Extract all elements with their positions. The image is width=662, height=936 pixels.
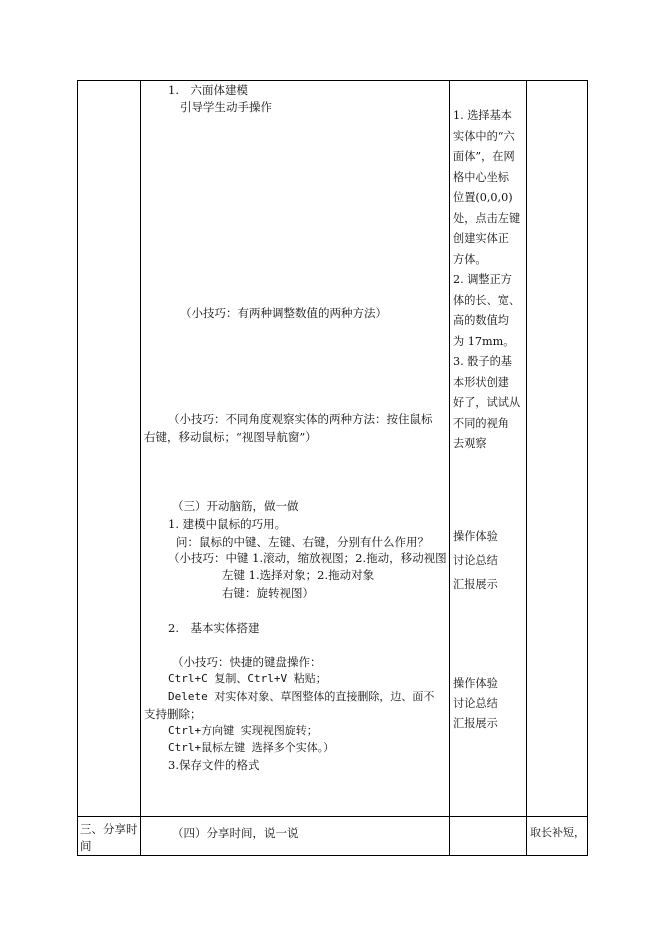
activity-line: 1. 选择基本 xyxy=(453,109,512,122)
section-3-title: （三）开动脑筋，做一做 xyxy=(172,499,299,513)
mouse-question: 问：鼠标的中键、左键、右键，分别有什么作用？ xyxy=(176,535,429,549)
activity-line: 体的长、宽、 xyxy=(453,293,521,307)
section-3-item-1: 1. 建模中鼠标的巧用。 xyxy=(168,517,287,531)
activity-line: 为 17mm。 xyxy=(453,334,515,348)
table-border-top xyxy=(77,80,588,81)
activity-line: 面体”，在网 xyxy=(453,150,515,163)
activity-line: 方体。 xyxy=(453,252,487,266)
activity-group-mouse xyxy=(453,525,525,597)
activity-line: 2. 调整正方 xyxy=(453,273,512,286)
table-border-right xyxy=(587,80,588,856)
activity-line: 实体中的“六 xyxy=(453,129,515,143)
activity-group-line: 汇报展示 xyxy=(453,717,498,730)
activity-group-line: 汇报展示 xyxy=(453,578,498,591)
column-divider-3 xyxy=(526,80,527,856)
keyboard-copy-paste: Ctrl+C 复制、Ctrl+V 粘贴； xyxy=(168,672,327,685)
activity-line: 位置(0,0,0) xyxy=(453,191,513,204)
activity-line: 创建实体正 xyxy=(453,232,509,245)
table-border-bottom xyxy=(77,855,588,856)
activity-group-line: 操作体验 xyxy=(453,677,498,690)
tip-adjust-values: （小技巧：有两种调整数值的两种方法） xyxy=(180,306,387,320)
share-time-label-line1: 三、分享时 xyxy=(80,822,138,836)
mouse-tip-right: 右键：旋转视图） xyxy=(222,586,314,600)
activity-group-line: 讨论总结 xyxy=(453,554,498,567)
activity-line: 不同的视角 xyxy=(453,416,509,430)
save-file-format: 3.保存文件的格式 xyxy=(168,758,260,772)
tip-view-angles-line2: 右键，移动鼠标；“视图导航窗”） xyxy=(144,430,317,444)
share-time-content: （四）分享时间，说一说 xyxy=(172,826,299,840)
keyboard-delete-line1: Delete 对实体对象、草图整体的直接删除，边、面不 xyxy=(168,690,435,703)
table-border-left xyxy=(77,80,78,856)
activity-line: 处，点击左键 xyxy=(453,211,521,225)
keyboard-delete-line2: 支持删除； xyxy=(144,707,202,721)
share-time-label-line2: 间 xyxy=(80,839,92,853)
column-divider-2 xyxy=(449,80,450,856)
column-divider-1 xyxy=(140,80,141,856)
share-time-note: 取长补短， xyxy=(530,826,585,839)
section-2-title: 2. 基本实体搭建 xyxy=(168,621,260,635)
mouse-tip-left: 左键 1.选择对象；2.拖动对象 xyxy=(222,568,375,582)
table-row-divider xyxy=(77,816,588,817)
activity-group-keyboard xyxy=(453,674,525,734)
section-1-subtitle: 引导学生动手操作 xyxy=(180,100,272,114)
student-activity-steps xyxy=(453,106,525,455)
keyboard-arrow-rotate: Ctrl+方向键 实现视图旋转； xyxy=(168,724,318,737)
activity-line: 去观察 xyxy=(453,437,487,450)
section-1-title: 1. 六面体建模 xyxy=(168,83,248,97)
activity-group-line: 讨论总结 xyxy=(453,697,498,710)
keyboard-multi-select: Ctrl+鼠标左键 选择多个实体。） xyxy=(168,741,335,754)
activity-line: 好了，试试从 xyxy=(453,396,521,409)
mouse-tip-middle: （小技巧：中键 1.滚动，缩放视图；2.拖动，移动视图 xyxy=(168,551,447,565)
activity-group-line: 操作体验 xyxy=(453,530,498,543)
activity-line: 3. 骰子的基 xyxy=(453,355,512,368)
activity-line: 高的数值均 xyxy=(453,314,509,327)
activity-line: 格中心坐标 xyxy=(453,170,509,184)
activity-line: 本形状创建 xyxy=(453,375,509,389)
keyboard-tip: （小技巧：快捷的键盘操作： xyxy=(172,655,322,669)
tip-view-angles-line1: （小技巧：不同角度观察实体的两种方法：按住鼠标 xyxy=(168,412,433,426)
